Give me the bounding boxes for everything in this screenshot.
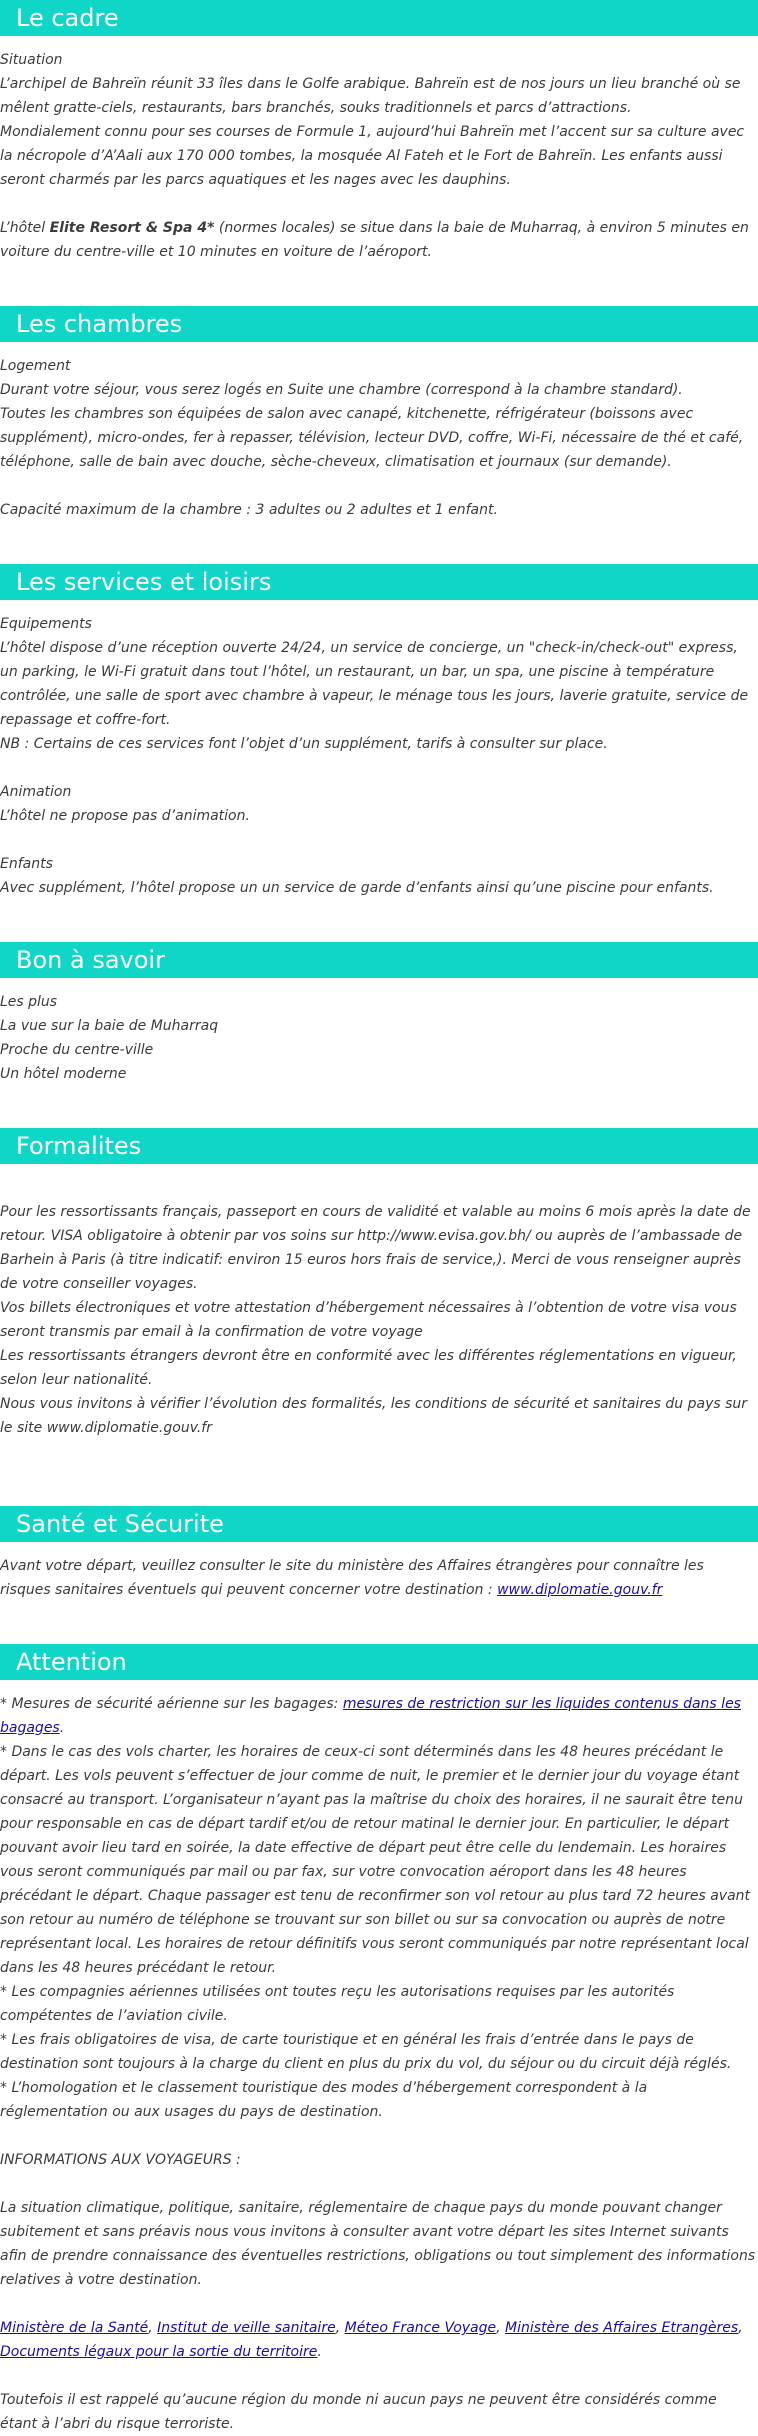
section-content xyxy=(0,978,758,1086)
liquides-link[interactable]: mesures de restriction sur les liquides contenus dans les bagages xyxy=(0,1696,741,1736)
link-meteo-france[interactable]: Méteo France Voyage xyxy=(344,2320,497,2336)
list-item: La vue sur la baie de Muharraq xyxy=(0,1018,219,1034)
info-title: INFORMATIONS AUX VOYAGEURS : xyxy=(0,2152,241,2168)
text: (normes locales) se situe dans la baie de Muharraq, à environ 5 minutes en voiture du centre-ville et 10 minutes en voiture de l’aéroport. xyxy=(0,220,749,260)
paragraph: Pour les ressortissants français, passeport en cours de validité et valable au moins 6 mois après la date de retour. VISA obligatoire à obtenir par vos soins sur http://www.evisa.gov.bh/ ou auprès de l’ambassade de Barhein à Paris (à titre indicatif: environ 15 euros hors frais de service,). Merci de vous renseigner auprès de votre conseiller voyages. xyxy=(0,1204,751,1292)
section-content xyxy=(0,36,758,264)
paragraph: * Les frais obligatoires de visa, de carte touristique et en général les frais d’entrée dans le pays de destination sont toujours à la charge du client en plus du prix du vol, du séjour ou du circuit déjà réglés. xyxy=(0,2032,732,2072)
list-item: Un hôtel moderne xyxy=(0,1066,127,1082)
paragraph: NB : Certains de ces services font l’objet d’un supplément, tarifs à consulter sur place. xyxy=(0,736,608,752)
paragraph: L’archipel de Bahreïn réunit 33 îles dans le Golfe arabique. Bahreïn est de nos jours un lieu branché où se mêlent gratte-ciels, restaurants, bars branchés, souks traditionnels et parcs d’attractions. xyxy=(0,76,741,116)
text: , xyxy=(148,2320,158,2336)
paragraph: L’hôtel ne propose pas d’animation. xyxy=(0,808,250,824)
paragraph: Avec supplément, l’hôtel propose un un service de garde d’enfants ainsi qu’une piscine pour enfants. xyxy=(0,880,714,896)
text: . xyxy=(317,2344,322,2360)
section-services xyxy=(0,564,758,942)
link-ministere-sante[interactable]: Ministère de la Santé xyxy=(0,2320,149,2336)
paragraph: Les ressortissants étrangers devront être en conformité avec les différentes réglementations en vigueur, selon leur nationalité. xyxy=(0,1348,737,1388)
paragraph: * Dans le cas des vols charter, les horaires de ceux-ci sont déterminés dans les 48 heures précédant le départ. Les vols peuvent s’effectuer de jour comme de nuit, le premier et le dernier jour du voyage étant consacré au transport. L’organisateur n’ayant pas la maîtrise du choix des horaires, il ne saurait être tenu pour responsable en cas de départ tardif et/ou de retour matinal le dernier jour. En particulier, le départ pouvant avoir lieu tard en soirée, la date effective de départ peut être celle du lendemain. Les horaires vous seront communiqués par mail ou par fax, sur votre convocation aéroport dans les 48 heures précédant le départ. Chaque passager est tenu de reconfirmer son vol retour au plus tard 72 heures avant son retour au numéro de téléphone se trouvant sur son billet ou sur sa convocation ou auprès de notre représentant local. Les horaires de retour définitifs vous seront communiqués par notre représentant local dans les 48 heures précédant le retour. xyxy=(0,1744,751,1976)
text: , xyxy=(496,2320,506,2336)
paragraph: Nous vous invitons à vérifier l’évolution des formalités, les conditions de sécurité et sanitaires du pays sur le site www.diplomatie.gouv.fr xyxy=(0,1396,748,1436)
text: * Mesures de sécurité aérienne sur les bagages: xyxy=(0,1696,343,1712)
section-title: Formalites xyxy=(0,1128,758,1164)
section-sante xyxy=(0,1506,758,1644)
section-attention xyxy=(0,1644,758,2436)
text: , xyxy=(335,2320,345,2336)
paragraph xyxy=(0,1554,758,1602)
paragraph: Toutefois il est rappelé qu’aucune région du monde ni aucun pays ne peuvent être considérés comme étant à l’abri du risque terroriste. xyxy=(0,2392,717,2432)
paragraph: Durant votre séjour, vous serez logés en Suite une chambre (correspond à la chambre standard). xyxy=(0,382,683,398)
hotel-name: Elite Resort & Spa 4* xyxy=(49,220,215,236)
section-title: Les services et loisirs xyxy=(0,564,758,600)
paragraph: Toutes les chambres son équipées de salon avec canapé, kitchenette, réfrigérateur (boissons avec supplément), micro-ondes, fer à repasser, télévision, lecteur DVD, coffre, Wi-Fi, nécessaire de thé et café, téléphone, salle de bain avec douche, sèche-cheveux, climatisation et journaux (sur demande). xyxy=(0,406,744,470)
paragraph: La situation climatique, politique, sanitaire, réglementaire de chaque pays du monde pouvant changer subitement et sans préavis nous vous invitons à consulter avant votre départ les sites Internet suivants afin de prendre connaissance des éventuelles restrictions, obligations ou tout simplement des informations relatives à votre destination. xyxy=(0,2200,756,2288)
section-content xyxy=(0,1542,758,1602)
text: , xyxy=(738,2320,743,2336)
paragraph: Vos billets électroniques et votre attestation d’hébergement nécessaires à l’obtention de votre visa vous seront transmis par email à la confirmation de votre voyage xyxy=(0,1300,737,1340)
paragraph: * Les compagnies aériennes utilisées ont toutes reçu les autorisations requises par les autorités compétentes de l’aviation civile. xyxy=(0,1984,675,2024)
section-content xyxy=(0,600,758,900)
section-title: Santé et Sécurite xyxy=(0,1506,758,1542)
paragraph: * L’homologation et le classement touristique des modes d’hébergement correspondent à la réglementation ou aux usages du pays de destination. xyxy=(0,2080,648,2120)
text: . xyxy=(59,1720,65,1736)
section-bon-a-savoir xyxy=(0,942,758,1128)
label-equipements: Equipements xyxy=(0,616,92,632)
section-title: Le cadre xyxy=(0,0,758,36)
link-affaires-etrangeres[interactable]: Ministère des Affaires Etrangères xyxy=(505,2320,739,2336)
label-logement: Logement xyxy=(0,358,71,374)
section-content xyxy=(0,342,758,522)
link-institut-veille[interactable]: Institut de veille sanitaire xyxy=(157,2320,336,2336)
label-enfants: Enfants xyxy=(0,856,53,872)
capacity-text: Capacité maximum de la chambre : 3 adultes ou 2 adultes et 1 enfant. xyxy=(0,502,498,518)
list-item: Proche du centre-ville xyxy=(0,1042,154,1058)
label-animation: Animation xyxy=(0,784,72,800)
diplomatie-link[interactable]: www.diplomatie.gouv.fr xyxy=(497,1582,663,1598)
section-cadre xyxy=(0,0,758,306)
text: L’hôtel xyxy=(0,220,50,236)
text: Avant votre départ, veuillez consulter le site du ministère des Affaires étrangères pour connaître les risques sanitaires éventuels qui peuvent concerner votre destination : xyxy=(0,1558,704,1598)
paragraph xyxy=(0,1692,758,1740)
paragraph: Mondialement connu pour ses courses de Formule 1, aujourd’hui Bahreïn met l’accent sur sa culture avec la nécropole d’A’Aali aux 170 000 tombes, la mosquée Al Fateh et le Fort de Bahreïn. Les enfants aussi seront charmés par les parcs aquatiques et les nages avec les dauphins. xyxy=(0,124,745,188)
section-formalites xyxy=(0,1128,758,1506)
section-title: Bon à savoir xyxy=(0,942,758,978)
link-documents-legaux[interactable]: Documents légaux pour la sortie du territoire xyxy=(0,2344,318,2360)
paragraph: L’hôtel dispose d’une réception ouverte 24/24, un service de concierge, un "check-in/check-out" express, un parking, le Wi-Fi gratuit dans tout l’hôtel, un restaurant, un bar, un spa, une piscine à température contrôlée, une salle de sport avec chambre à vapeur, le ménage tous les jours, laverie gratuite, service de repassage et coffre-fort. xyxy=(0,640,749,728)
section-chambres xyxy=(0,306,758,564)
section-content xyxy=(0,1680,758,2436)
label-situation: Situation xyxy=(0,52,63,68)
section-content xyxy=(0,1164,758,1440)
section-title: Les chambres xyxy=(0,306,758,342)
hotel-paragraph xyxy=(0,216,758,264)
section-title: Attention xyxy=(0,1644,758,1680)
label-les-plus: Les plus xyxy=(0,994,58,1010)
